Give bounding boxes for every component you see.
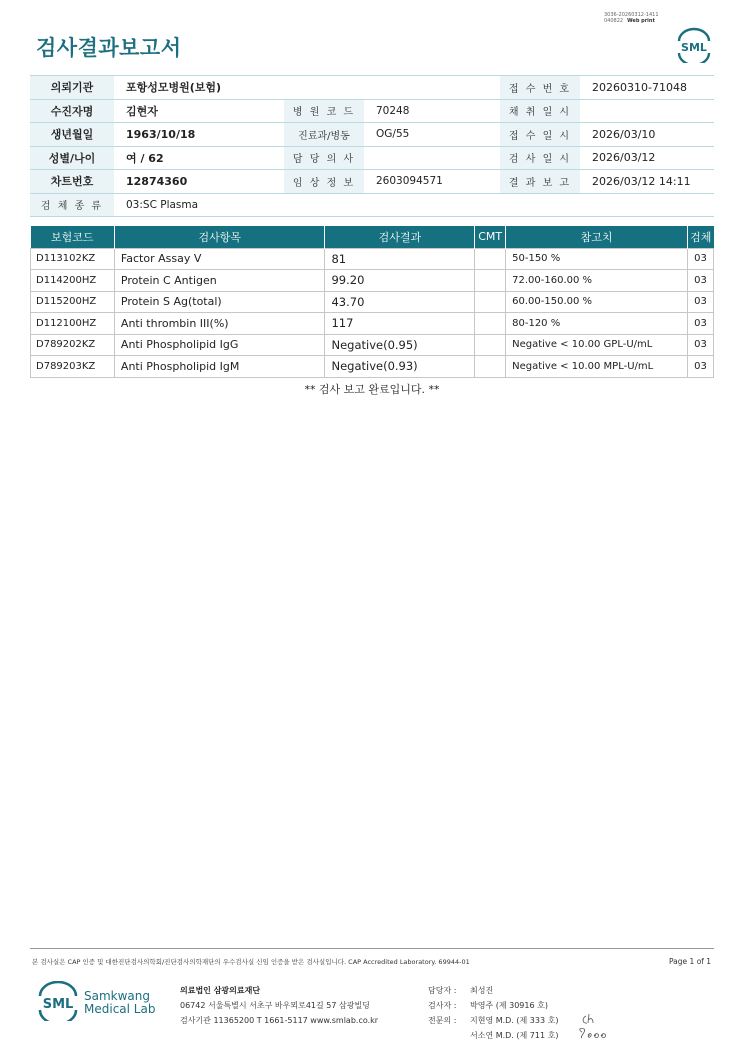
info-row bbox=[30, 170, 714, 194]
info-row bbox=[30, 146, 714, 170]
test-item: Factor Assay V bbox=[114, 248, 325, 270]
info-label: 차트번호 bbox=[30, 170, 114, 194]
info-label: 검 사 일 시 bbox=[500, 146, 580, 170]
info-row bbox=[30, 99, 714, 123]
info-label: 채 취 일 시 bbox=[500, 99, 580, 123]
test-item: Protein C Antigen bbox=[114, 270, 325, 292]
insurance-code: D114200HZ bbox=[31, 270, 115, 292]
info-row bbox=[30, 76, 714, 100]
header-test-result: 검사결과 bbox=[325, 226, 475, 248]
print-meta bbox=[604, 12, 659, 24]
header-test-item: 검사항목 bbox=[114, 226, 325, 248]
info-label: 접 수 번 호 bbox=[500, 76, 580, 100]
info-label: 성별/나이 bbox=[30, 146, 114, 170]
info-value: 2026/03/12 14:11 bbox=[580, 170, 714, 194]
insurance-code: D115200HZ bbox=[31, 291, 115, 313]
specimen-code: 03 bbox=[687, 313, 713, 335]
test-result: 81 bbox=[325, 248, 475, 270]
insurance-code: D789203KZ bbox=[31, 356, 115, 378]
tester-label: 검사자 : bbox=[428, 1001, 457, 1010]
print-meta-line2: 040822 bbox=[604, 18, 624, 24]
info-value: 2026/03/10 bbox=[580, 123, 714, 147]
header-reference: 참고치 bbox=[506, 226, 688, 248]
cmt-cell bbox=[475, 248, 506, 270]
cmt-cell bbox=[475, 313, 506, 335]
info-value: 2603094571 bbox=[364, 170, 500, 194]
footer-divider bbox=[30, 948, 714, 949]
specimen-code: 03 bbox=[687, 356, 713, 378]
signature-icon bbox=[576, 1010, 610, 1042]
print-meta-line1: 3036-20260312-1411 bbox=[604, 12, 659, 18]
test-result: 43.70 bbox=[325, 291, 475, 313]
header-cmt: CMT bbox=[475, 226, 506, 248]
info-row-specimen bbox=[30, 193, 714, 217]
specimen-code: 03 bbox=[687, 248, 713, 270]
reference-range: 80-120 % bbox=[506, 313, 688, 335]
test-result: 117 bbox=[325, 313, 475, 335]
svg-text:SML: SML bbox=[42, 997, 74, 1012]
test-item: Anti Phospholipid IgG bbox=[114, 334, 325, 356]
svg-text:SML: SML bbox=[681, 41, 707, 54]
page-title: 검사결과보고서 bbox=[36, 36, 182, 60]
info-value: 12874360 bbox=[114, 170, 284, 194]
manager-name: 최성진 bbox=[470, 986, 494, 995]
certification-note: 본 검사실은 CAP 인증 및 대한진단검사의학회/진단검사의학재단의 우수검사실 신임 인증을 받은 검사실입니다. CAP Accredited Laboratory. 69944-01 bbox=[32, 958, 470, 966]
staff-info bbox=[428, 983, 558, 1043]
info-label: 담 당 의 사 bbox=[284, 146, 364, 170]
info-value bbox=[580, 99, 714, 123]
sml-logo-icon bbox=[36, 981, 80, 1021]
organization-info bbox=[180, 983, 378, 1028]
web-print-label: Web print bbox=[627, 18, 655, 24]
reference-range: Negative < 10.00 GPL-U/mL bbox=[506, 334, 688, 356]
test-item: Anti thrombin III(%) bbox=[114, 313, 325, 335]
org-contact: 검사기관 11365200 T 1661-5117 www.smlab.co.kr bbox=[180, 1016, 379, 1025]
specialist-name: 서소연 M.D. (제 711 호) bbox=[470, 1031, 559, 1040]
info-label: 생년월일 bbox=[30, 123, 114, 147]
info-value: 여 / 62 bbox=[114, 146, 284, 170]
info-label: 결 과 보 고 bbox=[500, 170, 580, 194]
table-row bbox=[31, 248, 714, 270]
specialist-label: 전문의 : bbox=[428, 1016, 457, 1025]
cmt-cell bbox=[475, 291, 506, 313]
test-result: Negative(0.95) bbox=[325, 334, 475, 356]
info-label: 수진자명 bbox=[30, 99, 114, 123]
table-row bbox=[31, 270, 714, 292]
brand-line2: Medical Lab bbox=[84, 1002, 156, 1016]
specimen-label: 검 체 종 류 bbox=[30, 193, 114, 217]
page-number: Page 1 of 1 bbox=[669, 957, 712, 966]
info-label: 임 상 정 보 bbox=[284, 170, 364, 194]
info-row bbox=[30, 123, 714, 147]
info-value: 20260310-71048 bbox=[580, 76, 714, 100]
patient-info-table bbox=[30, 75, 714, 217]
reference-range: 60.00-150.00 % bbox=[506, 291, 688, 313]
cmt-cell bbox=[475, 334, 506, 356]
brand-line1: Samkwang bbox=[84, 989, 150, 1003]
insurance-code: D113102KZ bbox=[31, 248, 115, 270]
test-result: 99.20 bbox=[325, 270, 475, 292]
info-label: 접 수 일 시 bbox=[500, 123, 580, 147]
specimen-code: 03 bbox=[687, 291, 713, 313]
specimen-value: 03:SC Plasma bbox=[114, 193, 714, 217]
insurance-code: D112100HZ bbox=[31, 313, 115, 335]
org-name: 의료법인 삼광의료재단 bbox=[180, 986, 261, 995]
info-label: 병 원 코 드 bbox=[284, 99, 364, 123]
info-label: 진료과/병동 bbox=[284, 123, 364, 147]
info-value: OG/55 bbox=[364, 123, 500, 147]
table-row bbox=[31, 356, 714, 378]
info-value: 2026/03/12 bbox=[580, 146, 714, 170]
test-item: Anti Phospholipid IgM bbox=[114, 356, 325, 378]
reference-range: Negative < 10.00 MPL-U/mL bbox=[506, 356, 688, 378]
header-insurance-code: 보험코드 bbox=[31, 226, 115, 248]
info-label: 의뢰기관 bbox=[30, 76, 114, 100]
brand-name bbox=[84, 990, 155, 1016]
specimen-code: 03 bbox=[687, 334, 713, 356]
info-value bbox=[364, 146, 500, 170]
test-item: Protein S Ag(total) bbox=[114, 291, 325, 313]
reference-range: 50-150 % bbox=[506, 248, 688, 270]
specialist-name: 지현영 M.D. (제 333 호) bbox=[470, 1016, 559, 1025]
info-value: 김현자 bbox=[114, 99, 284, 123]
info-value: 70248 bbox=[364, 99, 500, 123]
manager-label: 담당자 : bbox=[428, 986, 457, 995]
table-row bbox=[31, 313, 714, 335]
header-specimen: 검체 bbox=[687, 226, 713, 248]
specimen-code: 03 bbox=[687, 270, 713, 292]
table-row bbox=[31, 291, 714, 313]
org-address: 06742 서울특별시 서초구 바우뫼로41길 57 삼광빌딩 bbox=[180, 1001, 370, 1010]
sml-logo-icon bbox=[674, 27, 714, 63]
results-header-row bbox=[31, 226, 714, 248]
info-value: 포항성모병원(보험) bbox=[114, 76, 284, 100]
cmt-cell bbox=[475, 356, 506, 378]
results-table bbox=[30, 226, 714, 378]
reference-range: 72.00-160.00 % bbox=[506, 270, 688, 292]
test-result: Negative(0.93) bbox=[325, 356, 475, 378]
table-row bbox=[31, 334, 714, 356]
completion-note: ** 검사 보고 완료입니다. ** bbox=[304, 383, 440, 396]
cmt-cell bbox=[475, 270, 506, 292]
info-value: 1963/10/18 bbox=[114, 123, 284, 147]
tester-name: 박영주 (제 30916 호) bbox=[470, 1001, 548, 1010]
insurance-code: D789202KZ bbox=[31, 334, 115, 356]
